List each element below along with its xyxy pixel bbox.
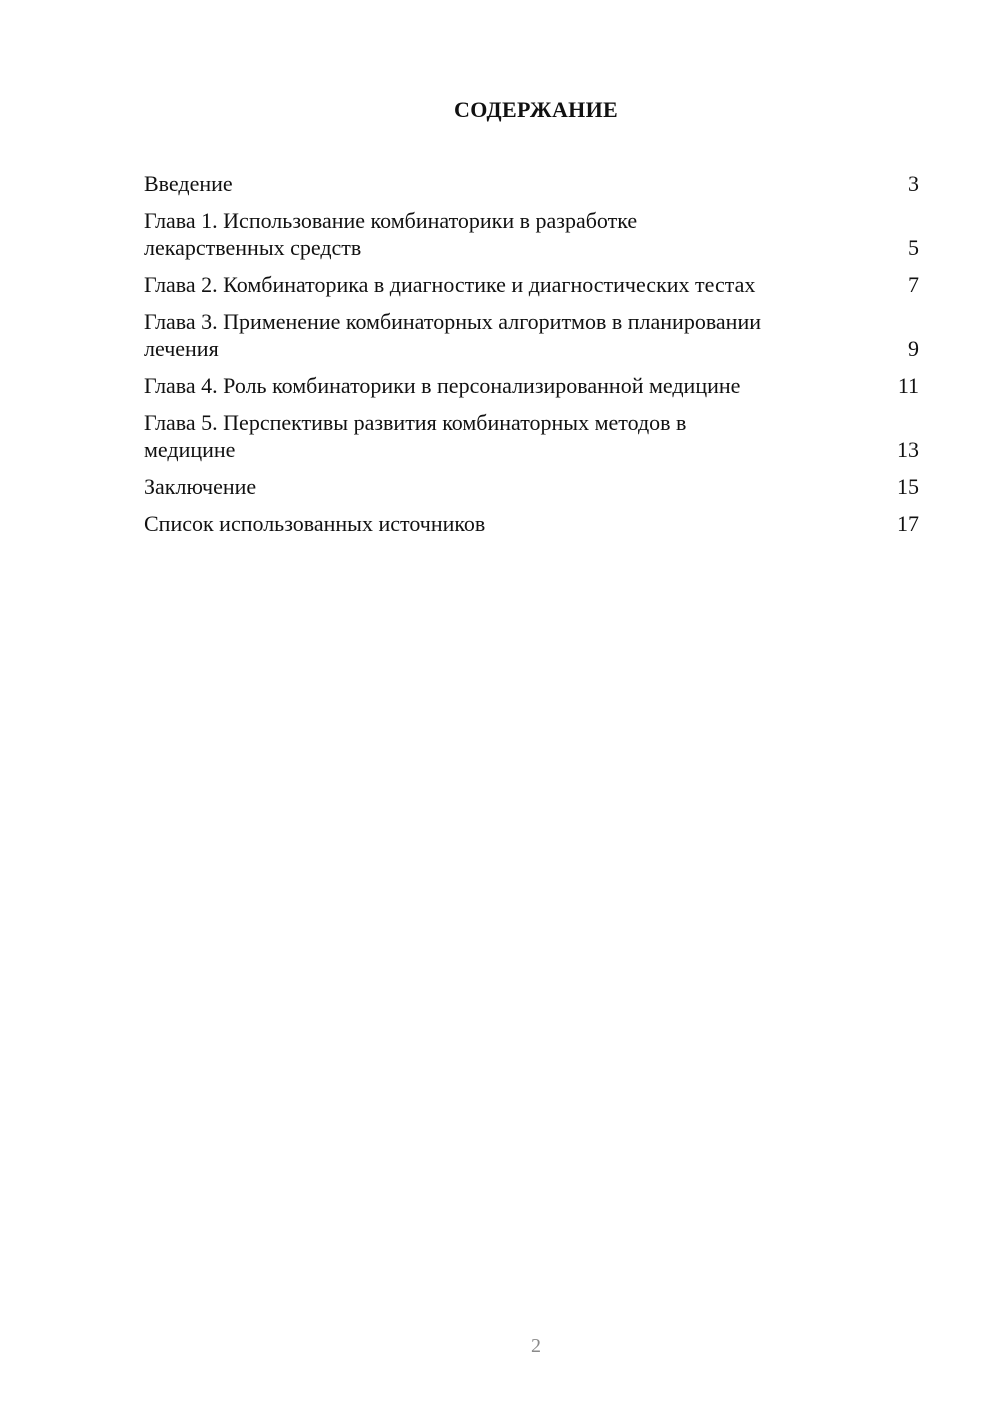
- page-title: СОДЕРЖАНИЕ: [454, 97, 618, 122]
- toc-entry-introduction[interactable]: [144, 170, 919, 197]
- toc-entry-chapter-3[interactable]: [144, 308, 919, 362]
- toc-entry-title: Список использованных источников: [144, 511, 486, 536]
- toc-entry-title: Глава 2. Комбинаторика в диагностике и диагностических тестах: [144, 272, 756, 297]
- toc-entry-conclusion[interactable]: [144, 473, 919, 500]
- toc-entry-page: 15: [897, 474, 919, 499]
- toc-entry-chapter-4[interactable]: [144, 372, 919, 399]
- toc-entry-page: 11: [897, 373, 919, 398]
- toc-entry-title: Глава 1. Использование комбинаторики в разработке лекарственных средств: [144, 208, 638, 260]
- toc-entry-page: 9: [908, 336, 919, 361]
- table-of-contents: [144, 170, 919, 547]
- toc-entry-title: Введение: [144, 171, 233, 196]
- toc-entry-page: 3: [908, 171, 919, 196]
- toc-entry-page: 13: [897, 437, 919, 462]
- toc-entry-page: 5: [908, 235, 919, 260]
- toc-entry-page: 7: [908, 272, 919, 297]
- toc-entry-references[interactable]: [144, 510, 919, 537]
- toc-entry-chapter-2[interactable]: [144, 271, 919, 298]
- toc-entry-chapter-1[interactable]: [144, 207, 919, 261]
- toc-entry-title: Заключение: [144, 474, 257, 499]
- toc-entry-chapter-5[interactable]: [144, 409, 919, 463]
- toc-entry-title: Глава 5. Перспективы развития комбинаторных методов в медицине: [144, 410, 687, 462]
- toc-entry-title: Глава 3. Применение комбинаторных алгоритмов в планировании лечения: [144, 309, 761, 361]
- page-number: 2: [531, 1335, 541, 1357]
- toc-entry-title: Глава 4. Роль комбинаторики в персонализированной медицине: [144, 373, 741, 398]
- toc-entry-page: 17: [897, 511, 919, 536]
